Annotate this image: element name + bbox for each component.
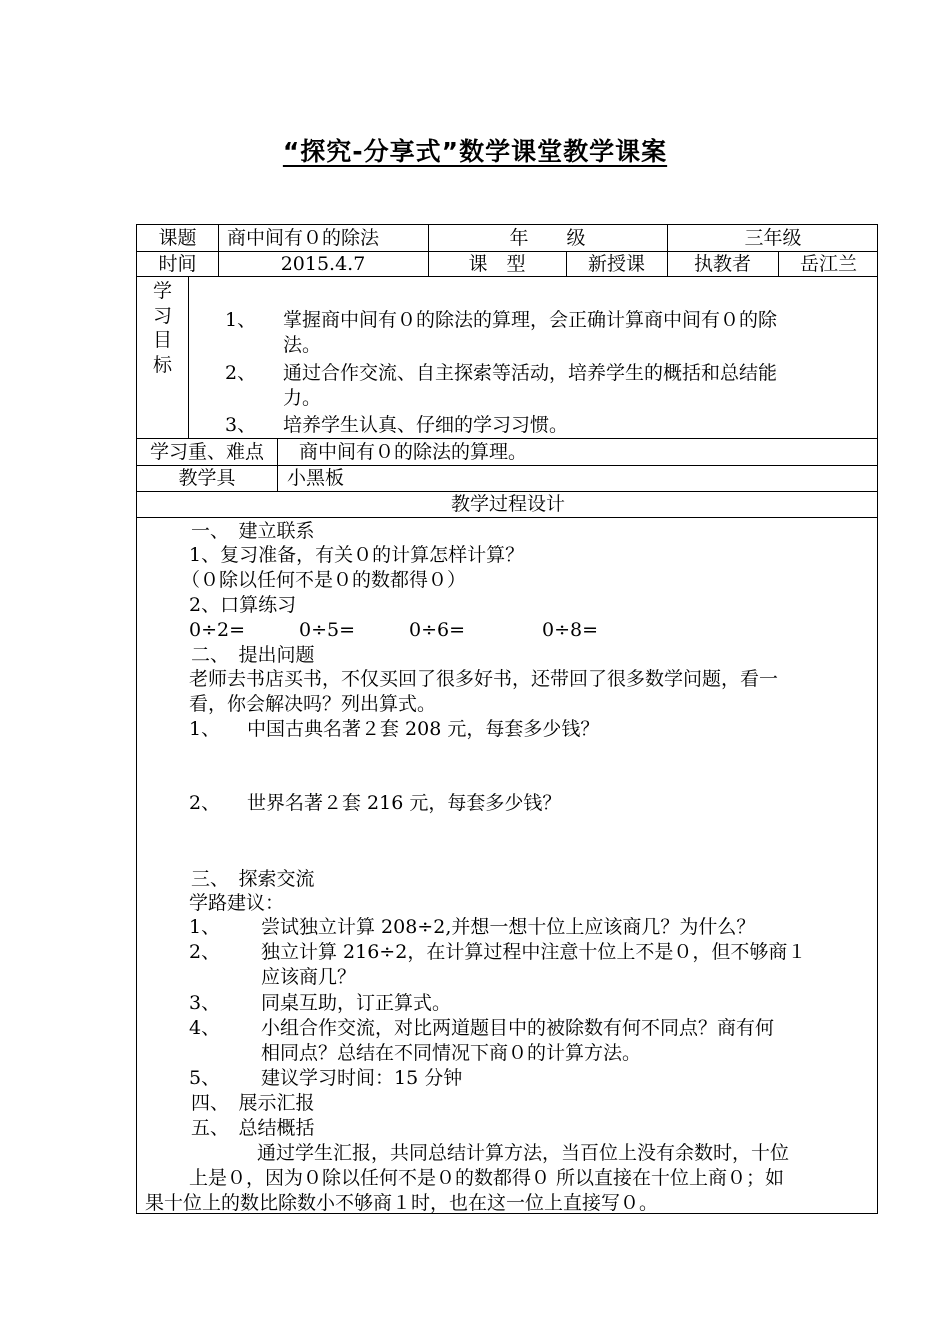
goal-text: 法。 (283, 334, 322, 356)
body-text: 通过学生汇报，共同总结计算方法，当百位上没有余数时，十位 (257, 1142, 790, 1164)
tools-value: 小黑板 (287, 467, 345, 489)
body-text: 2、口算练习 (189, 594, 297, 616)
row-divider (137, 517, 877, 518)
step-number: 2、 (189, 941, 221, 963)
tools-label: 教学具 (178, 467, 236, 489)
body-text: 老师去书店买书，不仅买回了很多好书，还带回了很多数学问题，看一 (189, 668, 779, 690)
row-divider (137, 438, 877, 439)
type-value: 新授课 (587, 253, 645, 275)
goal-number: 1、 (225, 309, 257, 331)
goals-label-char: 习 (153, 305, 173, 327)
step-text: 小组合作交流，对比两道题目中的被除数有何不同点？商有何 (261, 1017, 775, 1039)
keypoints-value: 商中间有０的除法的算理。 (299, 441, 528, 463)
grade-value: 三年级 (744, 227, 802, 249)
body-text: 上是０，因为０除以任何不是０的数都得０ 所以直接在十位上商０；如 (189, 1167, 785, 1189)
step-text: 相同点？总结在不同情况下商０的计算方法。 (261, 1042, 642, 1064)
step-text: 同桌互助，订正算式。 (261, 992, 452, 1014)
time-value: 2015.4.7 (280, 253, 366, 275)
question-text: 世界名著２套 216 元，每套多少钱？ (247, 792, 562, 814)
body-text: 学路建议： (189, 892, 285, 914)
section-title: 二、 提出问题 (191, 644, 315, 666)
goals-label-char: 学 (153, 280, 173, 302)
row-divider (137, 276, 877, 277)
question-number: 1、 (189, 718, 221, 740)
time-label: 时间 (158, 253, 197, 275)
goal-number: 2、 (225, 362, 257, 384)
process-heading: 教学过程设计 (450, 493, 565, 515)
section-title: 一、 建立联系 (191, 520, 315, 542)
calc-item: 0÷8= (542, 619, 599, 641)
step-number: 4、 (189, 1017, 221, 1039)
body-text: （０除以任何不是０的数都得０） (181, 569, 467, 591)
goals-label-char: 标 (153, 354, 173, 376)
topic-value: 商中间有０的除法 (227, 227, 380, 249)
goal-text: 力。 (283, 387, 322, 409)
goal-number: 3、 (225, 414, 257, 436)
body-text: 1、复习准备，有关０的计算怎样计算？ (189, 544, 525, 566)
goal-text: 掌握商中间有０的除法的算理，会正确计算商中间有０的除 (283, 309, 778, 331)
section-title: 五、 总结概括 (191, 1117, 315, 1139)
teacher-value: 岳江兰 (799, 253, 857, 275)
section-title: 四、 展示汇报 (191, 1092, 315, 1114)
col-divider (277, 438, 278, 491)
question-number: 2、 (189, 792, 221, 814)
calc-item: 0÷5= (299, 619, 356, 641)
col-divider (188, 276, 189, 438)
calc-item: 0÷6= (409, 619, 466, 641)
step-text: 尝试独立计算 208÷2,并想一想十位上应该商几？为什么？ (261, 916, 756, 938)
goal-text: 通过合作交流、自主探索等活动，培养学生的概括和总结能 (283, 362, 778, 384)
step-number: 3、 (189, 992, 221, 1014)
step-number: 1、 (189, 916, 221, 938)
keypoints-label: 学习重、难点 (149, 441, 264, 463)
body-text: 看，你会解决吗？列出算式。 (189, 693, 437, 715)
step-number: 5、 (189, 1067, 221, 1089)
step-text: 应该商几？ (261, 966, 357, 988)
calc-item: 0÷2= (189, 619, 246, 641)
teacher-label: 执教者 (693, 253, 751, 275)
topic-label: 课题 (158, 227, 197, 249)
goals-label-char: 目 (153, 329, 173, 351)
section-title: 三、 探索交流 (191, 868, 315, 890)
lesson-plan-table (136, 224, 878, 1214)
step-text: 独立计算 216÷2，在计算过程中注意十位上不是０，但不够商１ (261, 941, 807, 963)
type-label: 课 型 (468, 253, 526, 275)
goal-text: 培养学生认真、仔细的学习习惯。 (283, 414, 569, 436)
question-text: 中国古典名著２套 208 元，每套多少钱？ (247, 718, 600, 740)
grade-label: 年 级 (509, 227, 586, 249)
page-title: “探究-分享式”数学课堂教学课案 (282, 137, 668, 166)
step-text: 建议学习时间：15 分钟 (261, 1067, 463, 1089)
body-text: 果十位上的数比除数小不够商１时，也在这一位上直接写０。 (145, 1192, 659, 1214)
